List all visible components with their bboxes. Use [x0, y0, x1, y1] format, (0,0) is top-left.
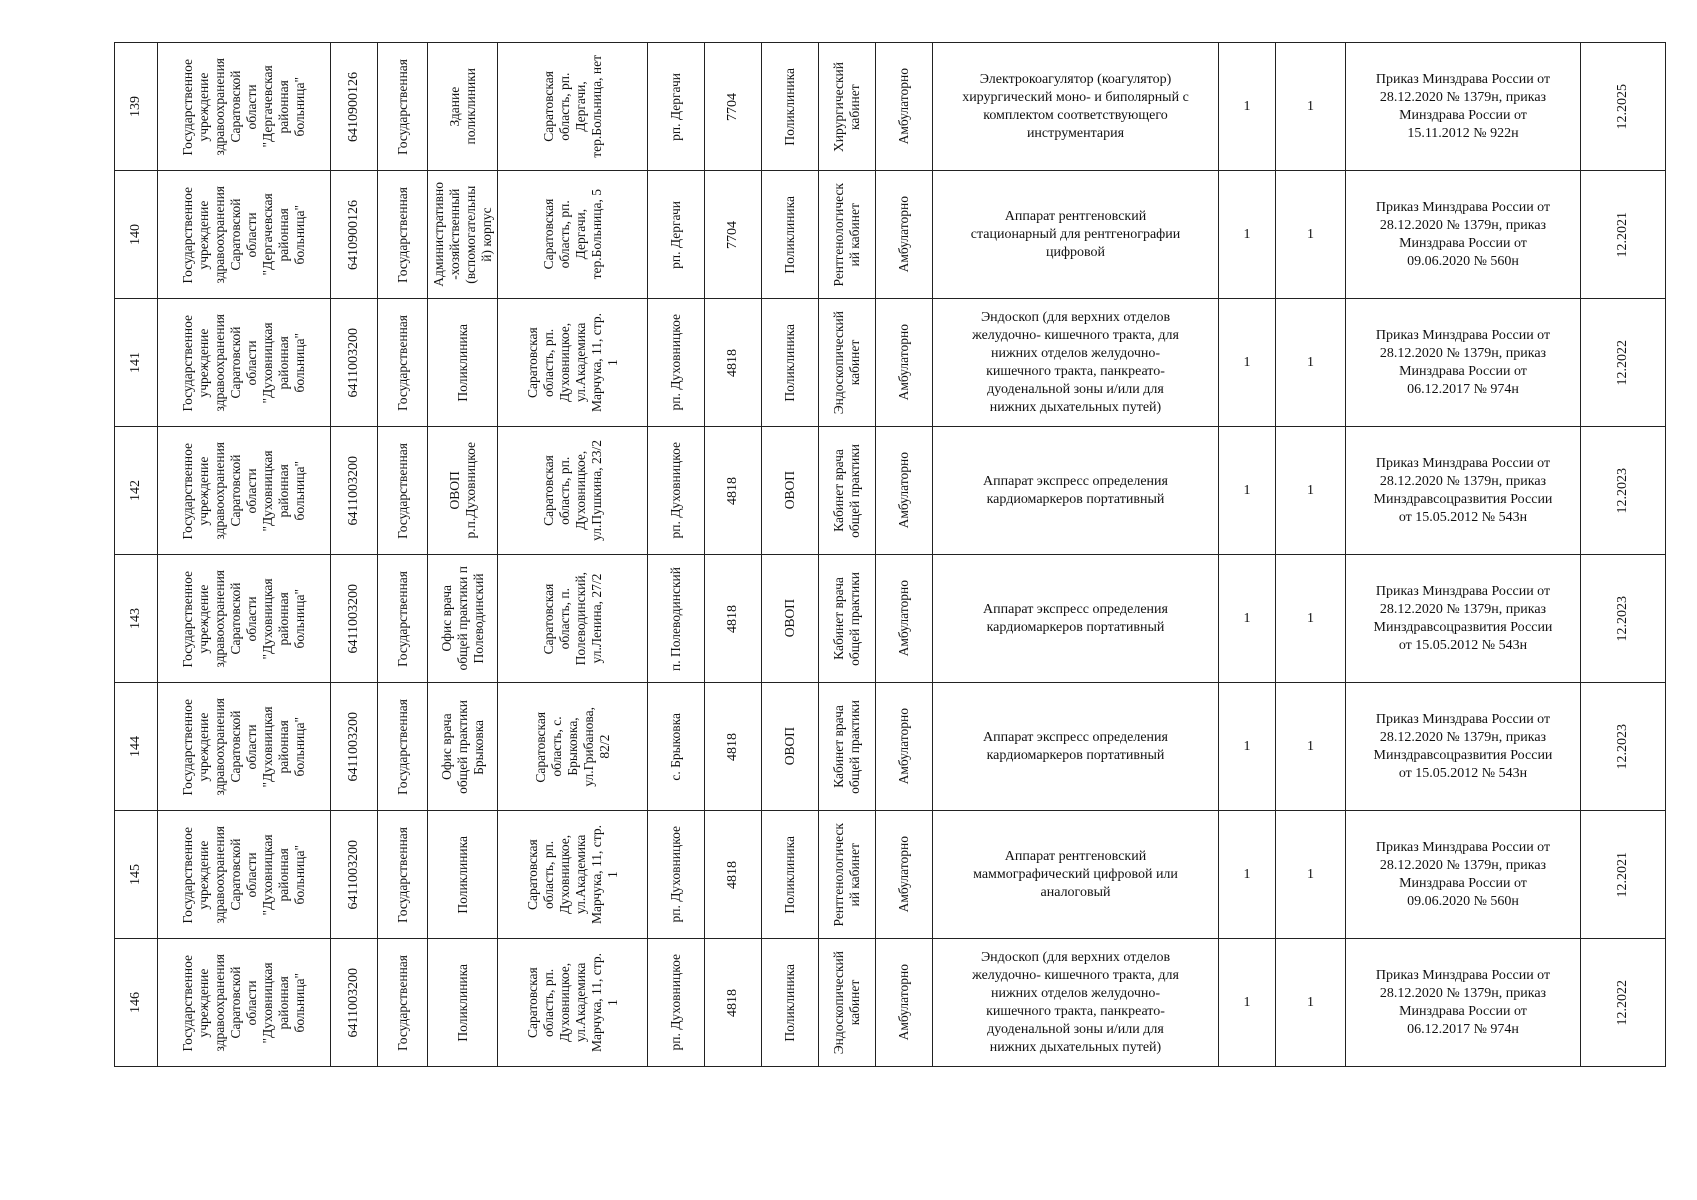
ownership-form-cell — [378, 427, 428, 555]
care-mode-cell — [876, 683, 933, 811]
regulation-order-cell — [1346, 939, 1581, 1067]
need-count: 1 — [1243, 994, 1251, 1010]
regulation-order: Приказ Минздрава России от 28.12.2020 № 1379н, приказ Минздрава России от 09.06.2020 № 560н — [1375, 199, 1551, 269]
ownership-form: Государственная — [394, 570, 410, 667]
equipment-name-cell — [933, 171, 1219, 299]
building-name-cell — [428, 811, 498, 939]
building-name: Офис врача общей практики п Полеводинский — [438, 566, 486, 671]
population-cell — [705, 939, 762, 1067]
equipment-name: Эндоскоп (для верхних отделов желудочно- кишечного тракта, для нижних отделов желудочно- кишечного тракта, панкреато- дуоденальной зоны и/или для нижних дыхательных путей) — [972, 949, 1179, 1055]
organization-name: Государственное учреждение здравоохранения Саратовской области "Духовницкая районная больница" — [180, 569, 307, 668]
address: Саратовская область, рп. Дергачи, тер.Больница, нет — [540, 55, 604, 158]
row-number-cell — [115, 811, 158, 939]
care-mode: Амбулаторно — [896, 580, 911, 657]
quantity: 1 — [1307, 994, 1314, 1010]
inn-value-cell — [331, 683, 378, 811]
settlement-cell — [648, 555, 705, 683]
deadline-date: 12.2021 — [1615, 851, 1630, 898]
care-mode-cell — [876, 427, 933, 555]
settlement: п. Полеводинский — [668, 566, 683, 671]
ownership-form: Государственная — [394, 186, 410, 283]
building-name-cell — [428, 43, 498, 171]
organization-name-cell — [158, 683, 331, 811]
care-mode: Амбулаторно — [896, 452, 911, 529]
equipment-name-cell — [933, 427, 1219, 555]
organization-name-cell — [158, 171, 331, 299]
facility-type-cell — [762, 427, 819, 555]
quantity: 1 — [1307, 226, 1314, 242]
equipment-name: Аппарат рентгеновский стационарный для рентгенографии цифровой — [970, 208, 1181, 260]
facility-type-cell — [762, 683, 819, 811]
population: 4818 — [725, 988, 740, 1017]
inn-value-cell — [331, 427, 378, 555]
table-row — [115, 299, 1666, 427]
row-number-cell — [115, 427, 158, 555]
quantity-cell — [1276, 555, 1346, 683]
care-mode: Амбулаторно — [896, 68, 911, 145]
population: 4818 — [725, 604, 740, 633]
ownership-form: Государственная — [394, 442, 410, 539]
facility-type-cell — [762, 171, 819, 299]
regulation-order-cell — [1346, 427, 1581, 555]
row-number-cell — [115, 939, 158, 1067]
need-count: 1 — [1243, 482, 1251, 498]
row-number: 144 — [128, 736, 143, 757]
regulation-order: Приказ Минздрава России от 28.12.2020 № 1379н, приказ Минздравсоцразвития России от 15.05.2012 № 543н — [1373, 583, 1553, 653]
ownership-form-cell — [378, 171, 428, 299]
table-row — [115, 427, 1666, 555]
facility-type: Поликлиника — [782, 67, 797, 146]
table-row — [115, 555, 1666, 683]
address: Саратовская область, п. Полеводинский, ул.Ленина, 27/2 — [540, 571, 604, 666]
equipment-table — [114, 42, 1666, 1067]
settlement-cell — [648, 427, 705, 555]
room-name-cell — [819, 43, 876, 171]
facility-type: ОВОП — [782, 727, 797, 766]
regulation-order: Приказ Минздрава России от 28.12.2020 № 1379н, приказ Минздравсоцразвития России от 15.05.2012 № 543н — [1373, 711, 1553, 781]
inn-value: 6411003200 — [346, 711, 361, 782]
need-count-cell — [1219, 939, 1276, 1067]
quantity: 1 — [1307, 482, 1314, 498]
row-number-cell — [115, 43, 158, 171]
population: 4818 — [725, 732, 740, 761]
regulation-order-cell — [1346, 43, 1581, 171]
inn-value-cell — [331, 43, 378, 171]
ownership-form-cell — [378, 683, 428, 811]
facility-type-cell — [762, 555, 819, 683]
equipment-name-cell — [933, 43, 1219, 171]
settlement: рп. Духовницкое — [668, 954, 683, 1051]
facility-type-cell — [762, 939, 819, 1067]
organization-name: Государственное учреждение здравоохранения Саратовской области "Духовницкая районная больница" — [180, 953, 307, 1052]
row-number-cell — [115, 683, 158, 811]
facility-type-cell — [762, 811, 819, 939]
facility-type-cell — [762, 43, 819, 171]
facility-type: Поликлиника — [782, 835, 797, 914]
equipment-name: Аппарат рентгеновский маммографический цифровой или аналоговый — [973, 848, 1178, 900]
population: 7704 — [725, 220, 740, 249]
need-count-cell — [1219, 427, 1276, 555]
address: Саратовская область, с. Брыковка, ул.Грибанова, 82/2 — [532, 706, 612, 787]
care-mode-cell — [876, 171, 933, 299]
regulation-order-cell — [1346, 811, 1581, 939]
need-count: 1 — [1243, 226, 1251, 242]
quantity-cell — [1276, 939, 1346, 1067]
building-name: ОВОП р.п.Духовницкое — [446, 442, 478, 539]
settlement-cell — [648, 43, 705, 171]
settlement: рп. Дергачи — [668, 200, 683, 269]
address: Саратовская область, рп. Духовницкое, ул.Академика Марчука, 11, стр. 1 — [524, 825, 620, 924]
need-count: 1 — [1243, 354, 1251, 370]
building-name: Офис врача общей практики Брыковка — [438, 699, 486, 794]
settlement: с. Брыковка — [668, 712, 683, 781]
population-cell — [705, 427, 762, 555]
building-name: Поликлиника — [454, 323, 470, 402]
address-cell — [498, 427, 648, 555]
regulation-order: Приказ Минздрава России от 28.12.2020 № 1379н, приказ Минздрава России от 06.12.2017 № 974н — [1375, 967, 1551, 1037]
deadline-date: 12.2023 — [1615, 467, 1630, 514]
regulation-order: Приказ Минздрава России от 28.12.2020 № 1379н, приказ Минздрава России от 15.11.2012 № 922н — [1375, 71, 1551, 141]
room-name-cell — [819, 811, 876, 939]
need-count-cell — [1219, 683, 1276, 811]
inn-value: 6411003200 — [346, 967, 361, 1038]
quantity-cell — [1276, 171, 1346, 299]
building-name: Поликлиника — [454, 835, 470, 914]
building-name: Здание поликлиники — [446, 68, 478, 145]
address-cell — [498, 683, 648, 811]
organization-name: Государственное учреждение здравоохранения Саратовской области "Духовницкая районная больница" — [180, 825, 307, 924]
organization-name-cell — [158, 811, 331, 939]
room-name-cell — [819, 171, 876, 299]
inn-value: 6410900126 — [346, 199, 361, 270]
need-count-cell — [1219, 299, 1276, 427]
equipment-name-cell — [933, 811, 1219, 939]
deadline-date: 12.2023 — [1615, 595, 1630, 642]
room-name: Хирургический кабинет — [831, 61, 862, 152]
care-mode-cell — [876, 555, 933, 683]
address: Саратовская область, рп. Дергачи, тер.Больница, 5 — [540, 189, 604, 280]
table-row — [115, 683, 1666, 811]
deadline-date-cell — [1581, 43, 1666, 171]
address-cell — [498, 299, 648, 427]
organization-name-cell — [158, 939, 331, 1067]
need-count-cell — [1219, 555, 1276, 683]
settlement: рп. Духовницкое — [668, 314, 683, 411]
building-name-cell — [428, 427, 498, 555]
room-name-cell — [819, 427, 876, 555]
address: Саратовская область, рп. Духовницкое, ул.Академика Марчука, 11, стр. 1 — [524, 953, 620, 1052]
population-cell — [705, 811, 762, 939]
regulation-order-cell — [1346, 171, 1581, 299]
settlement: рп. Духовницкое — [668, 826, 683, 923]
population: 4818 — [725, 860, 740, 889]
row-number-cell — [115, 555, 158, 683]
equipment-name-cell — [933, 299, 1219, 427]
row-number-cell — [115, 299, 158, 427]
ownership-form-cell — [378, 43, 428, 171]
care-mode: Амбулаторно — [896, 836, 911, 913]
inn-value-cell — [331, 299, 378, 427]
quantity-cell — [1276, 427, 1346, 555]
deadline-date-cell — [1581, 811, 1666, 939]
need-count-cell — [1219, 171, 1276, 299]
population-cell — [705, 171, 762, 299]
population-cell — [705, 43, 762, 171]
organization-name-cell — [158, 427, 331, 555]
building-name-cell — [428, 683, 498, 811]
settlement: рп. Духовницкое — [668, 442, 683, 539]
quantity-cell — [1276, 811, 1346, 939]
ownership-form: Государственная — [394, 954, 410, 1051]
address-cell — [498, 43, 648, 171]
ownership-form: Государственная — [394, 58, 410, 155]
need-count-cell — [1219, 811, 1276, 939]
quantity: 1 — [1307, 354, 1314, 370]
quantity: 1 — [1307, 866, 1314, 882]
quantity: 1 — [1307, 98, 1314, 114]
table-row — [115, 171, 1666, 299]
deadline-date-cell — [1581, 555, 1666, 683]
building-name-cell — [428, 299, 498, 427]
address: Саратовская область, рп. Духовницкое, ул.Пушкина, 23/2 — [540, 440, 604, 541]
building-name: Административно -хозяйственный (вспомогательны й) корпус — [430, 182, 494, 287]
ownership-form: Государственная — [394, 698, 410, 795]
row-number: 139 — [128, 96, 143, 117]
organization-name-cell — [158, 299, 331, 427]
inn-value-cell — [331, 811, 378, 939]
deadline-date: 12.2025 — [1615, 83, 1630, 130]
organization-name: Государственное учреждение здравоохранения Саратовской области "Дергачевская районная больница" — [180, 57, 307, 156]
address-cell — [498, 555, 648, 683]
building-name: Поликлиника — [454, 963, 470, 1042]
deadline-date: 12.2022 — [1615, 979, 1630, 1026]
room-name-cell — [819, 299, 876, 427]
organization-name: Государственное учреждение здравоохранения Саратовской области "Духовницкая районная больница" — [180, 441, 307, 540]
inn-value: 6410900126 — [346, 71, 361, 142]
care-mode-cell — [876, 43, 933, 171]
room-name: Кабинет врача общей практики — [831, 571, 862, 666]
deadline-date-cell — [1581, 427, 1666, 555]
organization-name-cell — [158, 43, 331, 171]
room-name: Рентгенологическ ий кабинет — [831, 182, 862, 287]
regulation-order-cell — [1346, 683, 1581, 811]
inn-value: 6411003200 — [346, 583, 361, 654]
population: 4818 — [725, 476, 740, 505]
organization-name-cell — [158, 555, 331, 683]
deadline-date-cell — [1581, 683, 1666, 811]
need-count: 1 — [1243, 610, 1251, 626]
care-mode-cell — [876, 939, 933, 1067]
regulation-order: Приказ Минздрава России от 28.12.2020 № 1379н, приказ Минздравсоцразвития России от 15.05.2012 № 543н — [1373, 455, 1553, 525]
settlement-cell — [648, 811, 705, 939]
regulation-order-cell — [1346, 299, 1581, 427]
equipment-name-cell — [933, 683, 1219, 811]
deadline-date: 12.2023 — [1615, 723, 1630, 770]
population-cell — [705, 555, 762, 683]
inn-value: 6411003200 — [346, 839, 361, 910]
ownership-form-cell — [378, 299, 428, 427]
care-mode: Амбулаторно — [896, 324, 911, 401]
care-mode: Амбулаторно — [896, 196, 911, 273]
facility-type: Поликлиника — [782, 195, 797, 274]
quantity: 1 — [1307, 738, 1314, 754]
room-name: Эндоскопический кабинет — [831, 310, 862, 415]
row-number: 142 — [128, 480, 143, 501]
row-number: 146 — [128, 992, 143, 1013]
inn-value: 6411003200 — [346, 455, 361, 526]
ownership-form-cell — [378, 811, 428, 939]
need-count-cell — [1219, 43, 1276, 171]
quantity-cell — [1276, 299, 1346, 427]
room-name: Кабинет врача общей практики — [831, 443, 862, 538]
need-count: 1 — [1243, 738, 1251, 754]
facility-type: Поликлиника — [782, 963, 797, 1042]
equipment-name: Электрокоагулятор (коагулятор) хирургический моно- и биполярный с комплектом соответствующего инструментария — [962, 71, 1189, 141]
building-name-cell — [428, 939, 498, 1067]
room-name: Рентгенологическ ий кабинет — [831, 822, 862, 927]
deadline-date: 12.2021 — [1615, 211, 1630, 258]
ownership-form: Государственная — [394, 314, 410, 411]
facility-type: ОВОП — [782, 599, 797, 638]
need-count: 1 — [1243, 866, 1251, 882]
ownership-form: Государственная — [394, 826, 410, 923]
organization-name: Государственное учреждение здравоохранения Саратовской области "Духовницкая районная больница" — [180, 697, 307, 796]
deadline-date-cell — [1581, 939, 1666, 1067]
deadline-date: 12.2022 — [1615, 339, 1630, 386]
need-count: 1 — [1243, 98, 1251, 114]
population: 4818 — [725, 348, 740, 377]
equipment-name: Аппарат экспресс определения кардиомаркеров портативный — [983, 729, 1168, 763]
row-number: 145 — [128, 864, 143, 885]
settlement-cell — [648, 683, 705, 811]
care-mode-cell — [876, 299, 933, 427]
organization-name: Государственное учреждение здравоохранения Саратовской области "Дергачевская районная больница" — [180, 185, 307, 284]
inn-value-cell — [331, 939, 378, 1067]
building-name-cell — [428, 171, 498, 299]
settlement-cell — [648, 299, 705, 427]
room-name-cell — [819, 683, 876, 811]
row-number: 141 — [128, 352, 143, 373]
regulation-order: Приказ Минздрава России от 28.12.2020 № 1379н, приказ Минздрава России от 09.06.2020 № 560н — [1375, 839, 1551, 909]
care-mode: Амбулаторно — [896, 964, 911, 1041]
ownership-form-cell — [378, 555, 428, 683]
address-cell — [498, 171, 648, 299]
care-mode-cell — [876, 811, 933, 939]
facility-type: Поликлиника — [782, 323, 797, 402]
room-name: Эндоскопический кабинет — [831, 950, 862, 1055]
row-number: 140 — [128, 224, 143, 245]
settlement-cell — [648, 939, 705, 1067]
equipment-name: Аппарат экспресс определения кардиомаркеров портативный — [983, 601, 1168, 635]
quantity: 1 — [1307, 610, 1314, 626]
ownership-form-cell — [378, 939, 428, 1067]
settlement-cell — [648, 171, 705, 299]
deadline-date-cell — [1581, 299, 1666, 427]
facility-type: ОВОП — [782, 471, 797, 510]
inn-value-cell — [331, 555, 378, 683]
address: Саратовская область, рп. Духовницкое, ул.Академика Марчука, 11, стр. 1 — [524, 313, 620, 412]
equipment-name: Эндоскоп (для верхних отделов желудочно- кишечного тракта, для нижних отделов желудочно- кишечного тракта, панкреато- дуоденальной зоны и/или для нижних дыхательных путей) — [972, 309, 1179, 415]
equipment-name-cell — [933, 555, 1219, 683]
settlement: рп. Дергачи — [668, 72, 683, 141]
quantity-cell — [1276, 43, 1346, 171]
address-cell — [498, 811, 648, 939]
population-cell — [705, 683, 762, 811]
quantity-cell — [1276, 683, 1346, 811]
equipment-name-cell — [933, 939, 1219, 1067]
room-name-cell — [819, 555, 876, 683]
row-number: 143 — [128, 608, 143, 629]
regulation-order: Приказ Минздрава России от 28.12.2020 № 1379н, приказ Минздрава России от 06.12.2017 № 974н — [1375, 327, 1551, 397]
organization-name: Государственное учреждение здравоохранения Саратовской области "Духовницкая районная больница" — [180, 313, 307, 412]
inn-value-cell — [331, 171, 378, 299]
table-row — [115, 43, 1666, 171]
address-cell — [498, 939, 648, 1067]
facility-type-cell — [762, 299, 819, 427]
row-number-cell — [115, 171, 158, 299]
table-row — [115, 811, 1666, 939]
room-name: Кабинет врача общей практики — [831, 699, 862, 794]
room-name-cell — [819, 939, 876, 1067]
equipment-name: Аппарат экспресс определения кардиомаркеров портативный — [983, 473, 1168, 507]
deadline-date-cell — [1581, 171, 1666, 299]
population: 7704 — [725, 92, 740, 121]
table-row — [115, 939, 1666, 1067]
inn-value: 6411003200 — [346, 327, 361, 398]
care-mode: Амбулаторно — [896, 708, 911, 785]
regulation-order-cell — [1346, 555, 1581, 683]
building-name-cell — [428, 555, 498, 683]
population-cell — [705, 299, 762, 427]
